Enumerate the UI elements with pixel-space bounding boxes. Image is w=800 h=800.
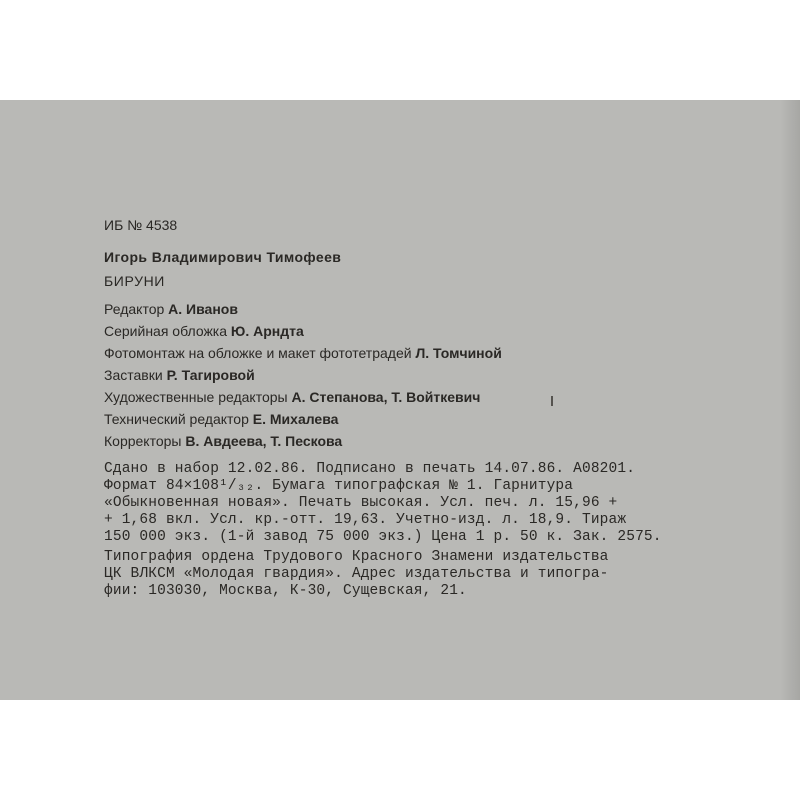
credit-line: [104, 430, 502, 452]
credit-names: Л. Томчиной: [415, 345, 502, 361]
credit-names: Е. Михалева: [252, 411, 339, 427]
credit-role: Технический редактор: [104, 411, 249, 427]
book-page: [0, 100, 800, 700]
publication-info-line: 150 000 экз. (1-й завод 75 000 экз.) Цена 1 р. 50 к. Зак. 2575.: [104, 529, 662, 545]
credit-line: [104, 298, 502, 320]
publication-info-line: Формат 84×108¹/₃₂. Бумага типографская № 1. Гарнитура: [104, 478, 574, 494]
publication-info-line: Сдано в набор 12.02.86. Подписано в печать 14.07.86. А08201.: [104, 461, 636, 477]
credit-names: В. Авдеева, Т. Пескова: [185, 433, 343, 449]
author-name: Игорь Владимирович Тимофеев: [104, 249, 342, 265]
printer-info-block: [104, 549, 609, 600]
credit-names: А. Иванов: [168, 301, 238, 317]
book-title: БИРУНИ: [104, 273, 165, 289]
credit-role: Заставки: [104, 367, 163, 383]
print-mark: [551, 396, 553, 406]
printer-info-line: Типография ордена Трудового Красного Знамени издательства: [104, 549, 609, 565]
credit-names: Ю. Арндта: [230, 323, 304, 339]
book-id-line: ИБ № 4538: [104, 217, 178, 233]
publication-info-block: [104, 461, 662, 546]
credit-role: Корректоры: [104, 433, 182, 449]
credit-role: Редактор: [104, 301, 165, 317]
credit-line: [104, 386, 502, 408]
publication-info-line: + 1,68 вкл. Усл. кр.-отт. 19,63. Учетно-изд. л. 18,9. Тираж: [104, 512, 627, 528]
credit-line: [104, 364, 502, 386]
credit-line: [104, 342, 502, 364]
printer-info-line: фии: 103030, Москва, К-30, Сущевская, 21.: [104, 583, 467, 599]
credit-role: Художественные редакторы: [104, 389, 288, 405]
credit-line: [104, 320, 502, 342]
credit-names: А. Степанова, Т. Войткевич: [291, 389, 481, 405]
publication-info-line: «Обыкновенная новая». Печать высокая. Усл. печ. л. 15,96 +: [104, 495, 618, 511]
credit-names: Р. Тагировой: [166, 367, 255, 383]
credits-block: [104, 298, 502, 452]
page-edge-shadow: [780, 100, 800, 700]
credit-role: Фотомонтаж на обложке и макет фототетрадей: [104, 345, 412, 361]
credit-role: Серийная обложка: [104, 323, 228, 339]
printer-info-line: ЦК ВЛКСМ «Молодая гвардия». Адрес издательства и типогра-: [104, 566, 609, 582]
credit-line: [104, 408, 502, 430]
